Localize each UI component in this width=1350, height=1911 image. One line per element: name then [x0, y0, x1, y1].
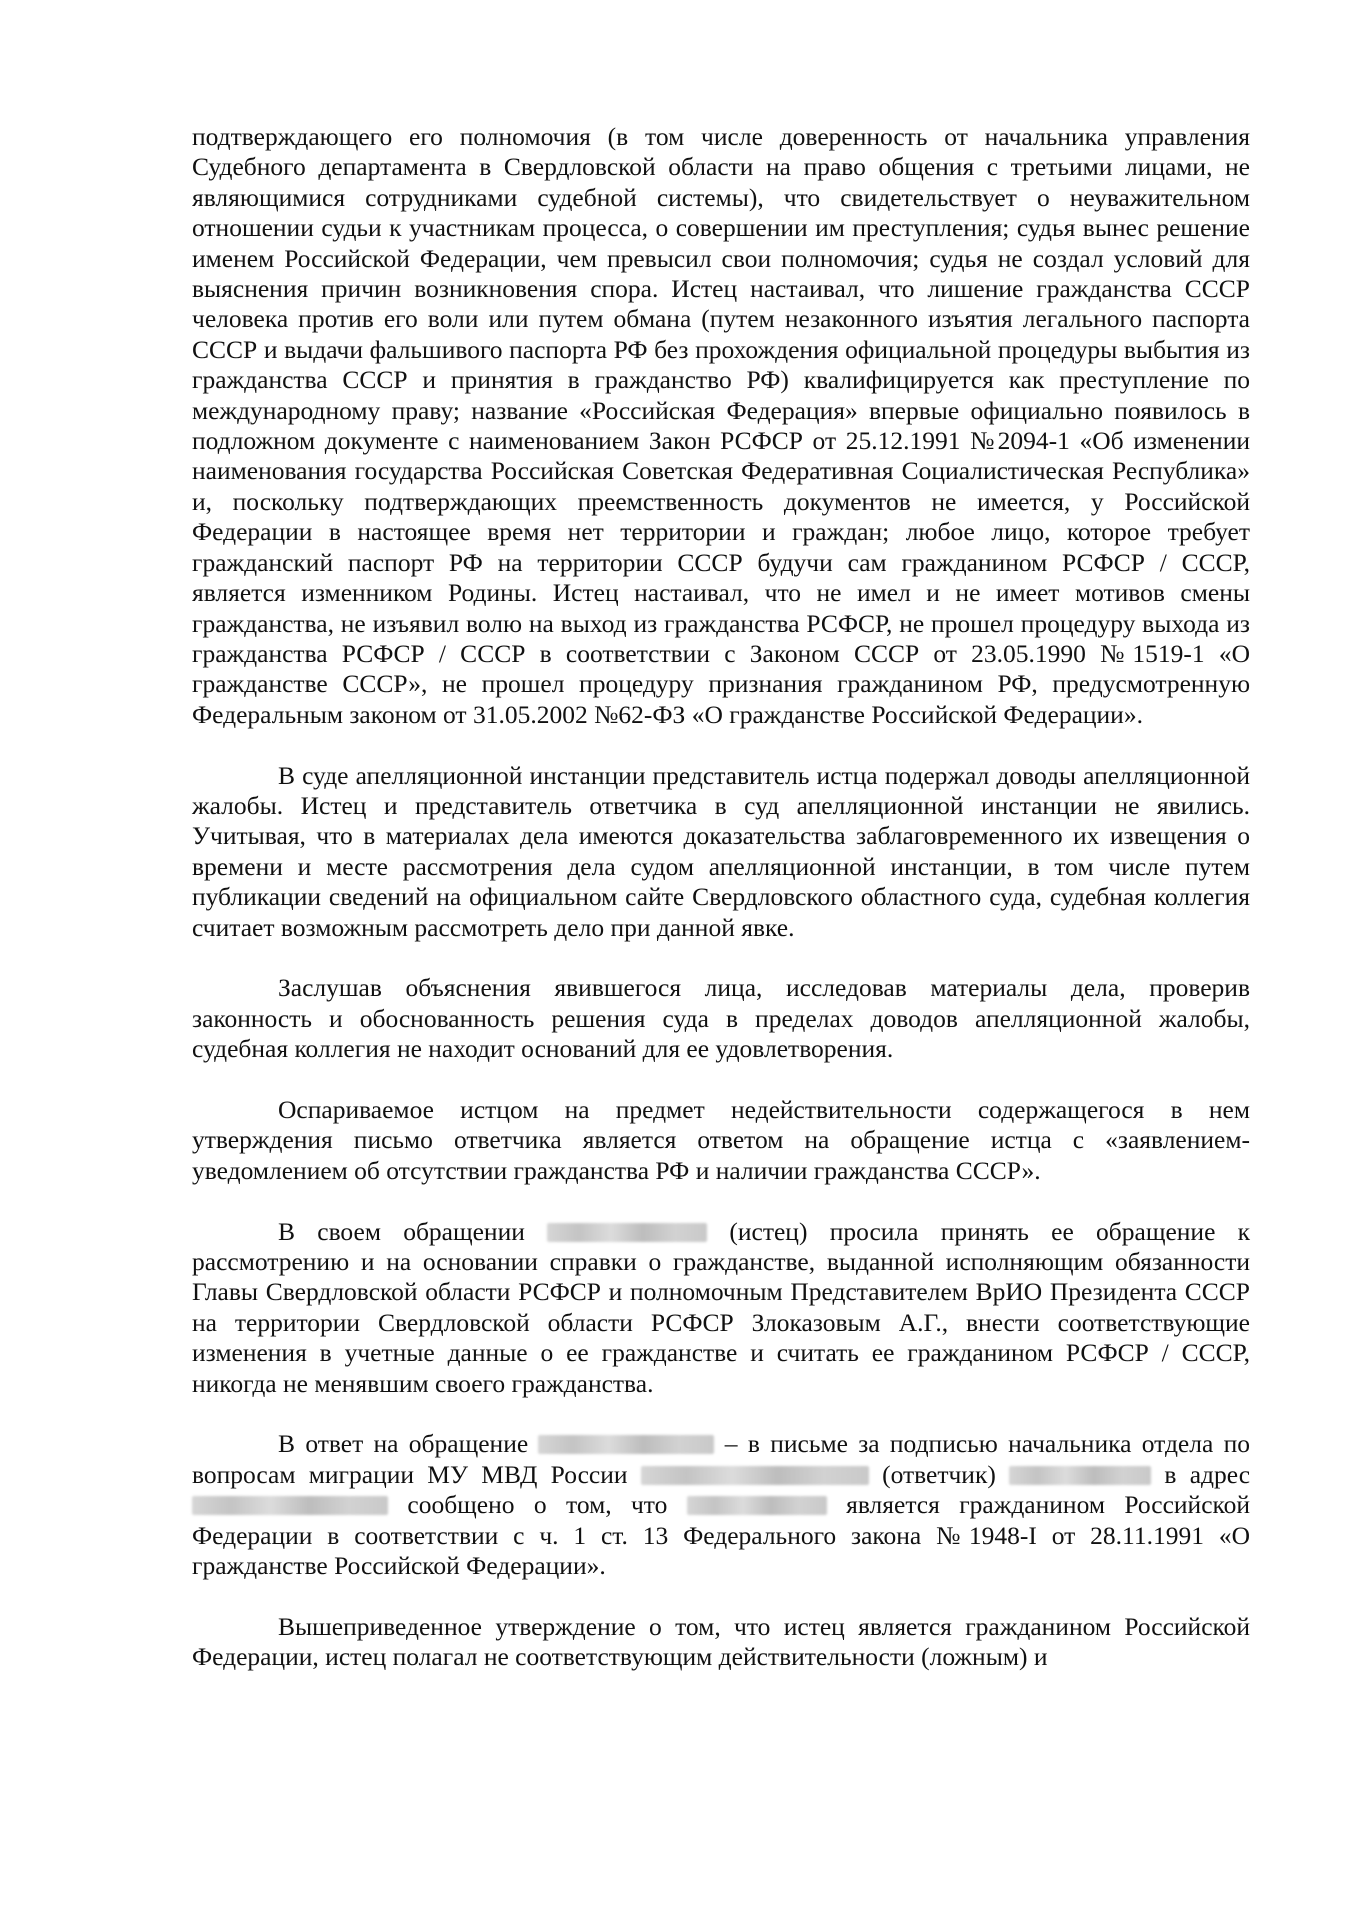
- redacted-name: [192, 1496, 388, 1515]
- text-fragment: является гражданином Российской Федерации в соответствии с ч. 1 ст. 13 Федерального закона №1948-I от 28.11.1991 «О гражданстве Российской Федерации».: [192, 1490, 1251, 1581]
- document-page: [192, 122, 1250, 1703]
- text-fragment: сообщено о том, что: [407, 1490, 668, 1520]
- paragraph-appeal-hearing: В суде апелляционной инстанции представитель истца подержал доводы апелляционной жалобы. Истец и представитель ответчика в суд апелляционной инстанции не явились. Учитывая, что в материалах дела имеются доказательства заблаговременного их извещения о времени и месте рассмотрения дела судом апелляционной инстанции, в том числе путем публикации сведений на официальном сайте Свердловского областного суда, судебная коллегия считает возможным рассмотреть дело при данной явке.: [192, 760, 1250, 942]
- text-fragment: – в письме за подписью начальника отдела по вопросам миграции МУ МВД России: [192, 1429, 1250, 1489]
- text-fragment: В своем обращении: [278, 1216, 525, 1246]
- paragraph-defendant-response: [192, 1429, 1250, 1581]
- paragraph-plaintiff-arguments: подтверждающего его полномочия (в том числе доверенность от начальника управления Судебного департамента в Свердловской области на право общения с третьими лицами, не являющимися сотрудниками судебной системы), что свидетельствует о неуважительном отношении судьи к участникам процесса, о совершении им преступления; судья вынес решение именем Российской Федерации, чем превысил свои полномочия; судья не создал условий для выяснения причин возникновения спора. Истец настаивал, что лишение гражданства СССР человека против его воли или путем обмана (путем незаконного изъятия легального паспорта СССР и выдачи фальшивого паспорта РФ без прохождения официальной процедуры выбытия из гражданства СССР и принятия в гражданство РФ) квалифицируется как преступление по международному праву; название «Российская Федерация» впервые официально появилось в подложном документе с наименованием Закон РСФСР от 25.12.1991 №2094-1 «Об изменении наименования государства Российская Советская Федеративная Социалистическая Республика» и, поскольку подтверждающих преемственность документов не имеется, у Российской Федерации в настоящее время нет территории и граждан; любое лицо, которое требует гражданский паспорт РФ на территории СССР будучи сам гражданином РСФСР / СССР, является изменником Родины. Истец настаивал, что не имел и не имеет мотивов смены гражданства, не изъявил волю на выход из гражданства РСФСР, не прошел процедуру выхода из гражданства РСФСР / СССР в соответствии с Законом СССР от 23.05.1990 №1519-1 «О гражданстве СССР», не прошел процедуру признания гражданином РФ, предусмотренную Федеральным законом от 31.05.2002 №62-ФЗ «О гражданстве Российской Федерации».: [192, 122, 1250, 729]
- paragraph-plaintiff-request: [192, 1217, 1250, 1399]
- text-fragment: в адрес: [1164, 1459, 1251, 1489]
- redacted-name: [687, 1496, 827, 1515]
- paragraph-court-findings: Заслушав объяснения явившегося лица, исследовав материалы дела, проверив законность и обоснованность решения суда в пределах доводов апелляционной жалобы, судебная коллегия не находит оснований для ее удовлетворения.: [192, 973, 1250, 1064]
- redacted-name: [547, 1223, 707, 1242]
- text-fragment: (истец) просила принять ее обращение к рассмотрению и на основании справки о гражданстве, выданной исполняющим обязанности Главы Свердловской области РСФСР и полномочным Представителем ВрИО Президента СССР на территории Свердловской области РСФСР Злоказовым А.Г., внести соответствующие изменения в учетные данные о ее гражданстве и считать ее гражданином РСФСР / СССР, никогда не менявшим своего гражданства.: [192, 1216, 1251, 1398]
- paragraph-disputed-letter: Оспариваемое истцом на предмет недействительности содержащегося в нем утверждения письмо ответчика является ответом на обращение истца с «заявлением-уведомлением об отсутствии гражданства РФ и наличии гражданства СССР».: [192, 1094, 1250, 1185]
- redacted-location: [641, 1466, 869, 1485]
- redacted-name: [1009, 1466, 1151, 1485]
- paragraph-plaintiff-claim: Вышеприведенное утверждение о том, что истец является гражданином Российской Федерации, истец полагал не соответствующим действительности (ложным) и: [192, 1611, 1250, 1672]
- text-fragment: (ответчик): [882, 1459, 996, 1489]
- text-fragment: В ответ на обращение: [278, 1429, 529, 1459]
- redacted-name: [538, 1435, 714, 1454]
